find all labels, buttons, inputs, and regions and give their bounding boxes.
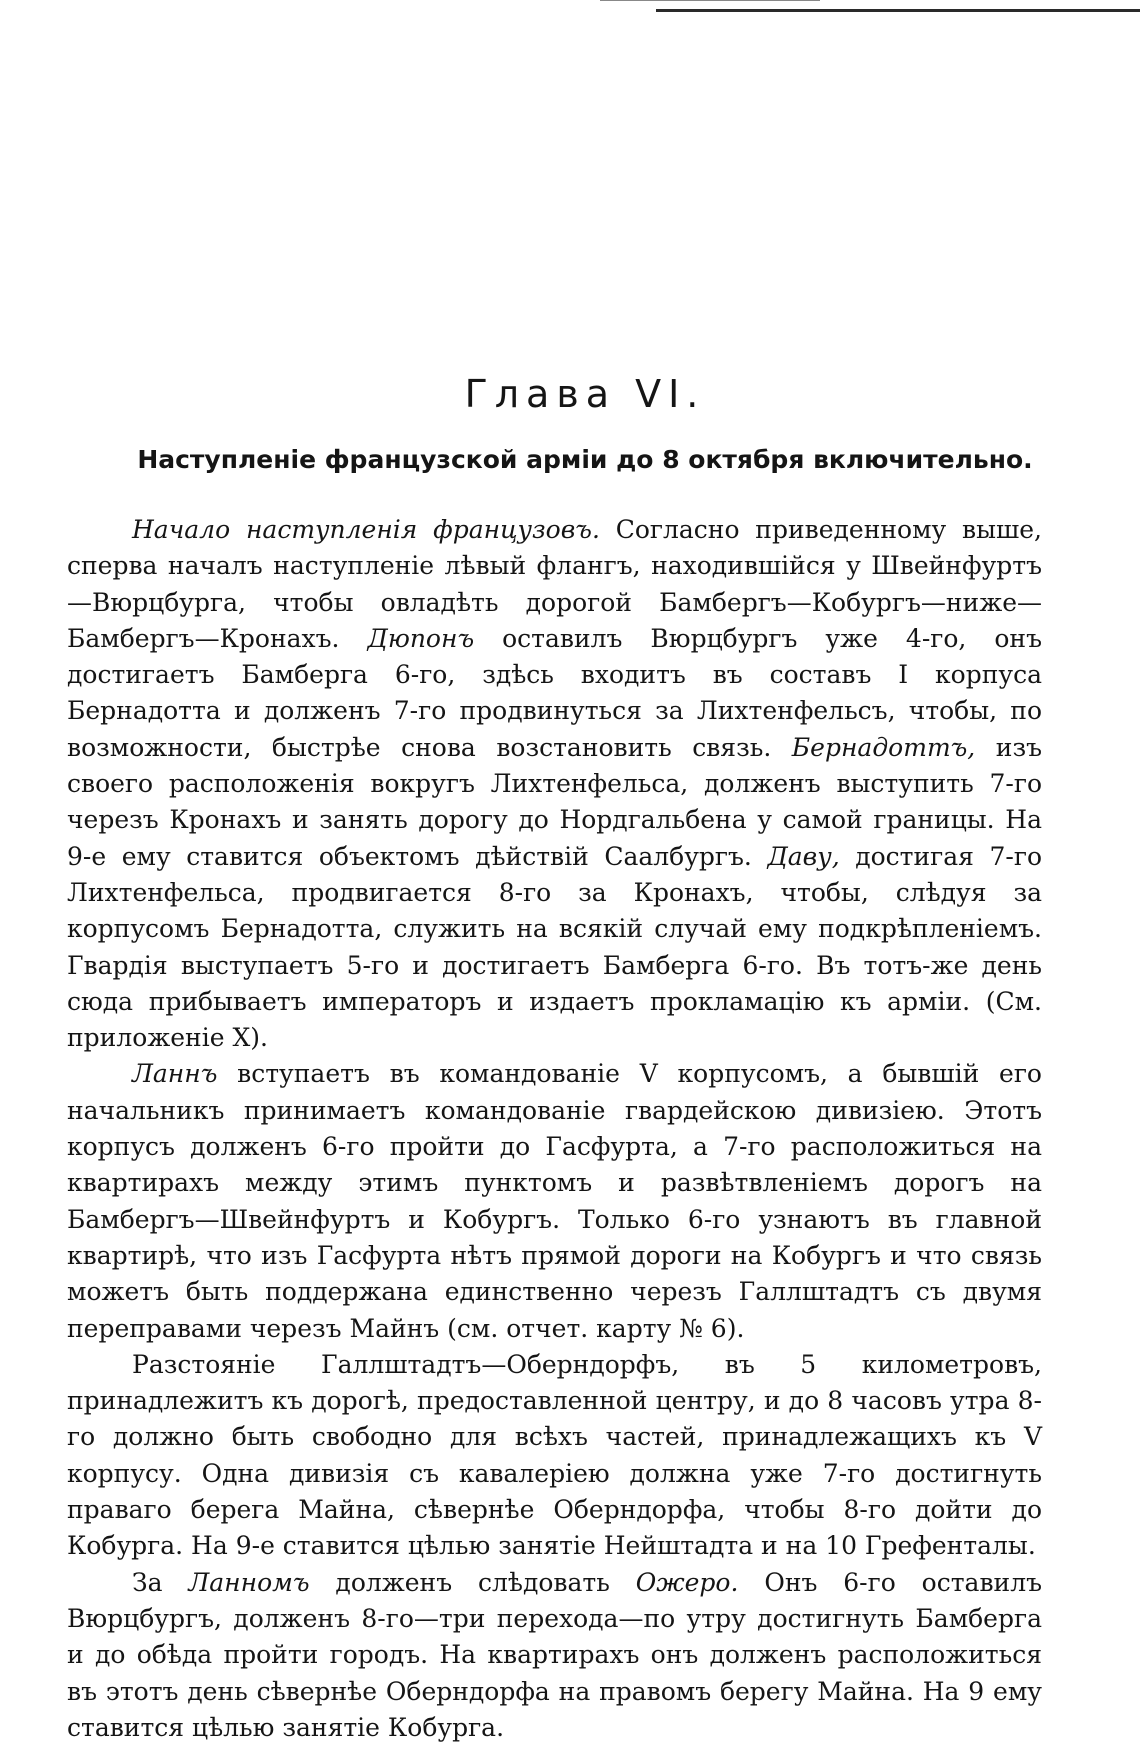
paragraph-1-segment: Бернадоттъ, <box>791 732 976 762</box>
paragraph-4-segment: За <box>132 1567 189 1597</box>
chapter-subtitle: Наступленіе французской арміи до 8 октября включительно. <box>137 445 1033 474</box>
paragraph-1-segment: Дюпонъ <box>367 623 475 653</box>
paragraph-3 <box>67 1347 1042 1565</box>
paragraph-1-segment: Даву, <box>767 841 840 871</box>
paragraph-1-segment: Согласно приведенному выше, сперва началъ наступленіе лѣвый флангъ, находившійся у Швейнфуртъ—Вюрцбурга, чтобы овладѣть дорогой Бамбергъ—Кобургъ—ниже—Бамбергъ—Кронахъ. <box>67 515 1042 653</box>
paragraph-2-segment: вступаетъ въ командованіе V корпусомъ, а бывшій его начальникъ принимаетъ командованіе гвардейскою дивизіею. Этотъ корпусъ долженъ 6-го пройти до Гасфурта, а 7-го расположиться на квартирахъ между этимъ пунктомъ и развѣтвленіемъ дорогъ на Бамбергъ—Швейнфуртъ и Кобургъ. Только 6-го узнаютъ въ главной квартирѣ, что изъ Гасфурта нѣтъ прямой дороги на Кобургъ и что связь можетъ быть поддержана единственно черезъ Галлштадтъ съ двумя переправами черезъ Майнъ (см. отчет. карту № 6). <box>67 1059 1042 1343</box>
paragraph-1 <box>67 512 1042 1056</box>
paragraph-4-segment: Онъ 6-го оставилъ Вюрцбургъ, долженъ 8-го—три перехода—по утру достигнуть Бамберга и до обѣда пройти городъ. На квартирахъ онъ долженъ расположиться въ этотъ день сѣвернѣе Оберндорфа на правомъ берегу Майна. На 9 ему ставится цѣлью занятіе Кобурга. <box>67 1567 1042 1742</box>
paragraph-2 <box>67 1056 1042 1346</box>
paragraph-1-segment: достигая 7-го Лихтенфельса, продвигается 8-го за Кронахъ, чтобы, слѣдуя за корпусомъ Бернадотта, служить на всякій случай ему подкрѣпленіемъ. Гвардія выступаетъ 5-го и достигаетъ Бамберга 6-го. Въ тотъ-же день сюда прибываетъ императоръ и издаетъ прокламацію къ арміи. (См. приложеніе X). <box>67 841 1043 1053</box>
paragraph-4-segment: Ожеро. <box>635 1567 739 1597</box>
body-text <box>67 512 1042 1746</box>
paragraph-3-segment: Разстояніе Галлштадтъ—Оберндорфъ, въ 5 километровъ, принадлежитъ къ дорогѣ, предоставленной центру, и до 8 часовъ утра 8-го должно быть свободно для всѣхъ частей, принадлежащихъ къ V корпусу. Одна дивизія съ кавалеріею должна уже 7-го достигнуть праваго берега Майна, сѣвернѣе Оберндорфа, чтобы 8-го дойти до Кобурга. На 9-е ставится цѣлью занятіе Нейштадта и на 10 Грефенталы. <box>67 1349 1042 1561</box>
paragraph-1-segment: оставилъ Вюрцбургъ уже 4-го, онъ достигаетъ Бамберга 6-го, здѣсь входитъ въ составъ I корпуса Бернадотта и долженъ 7-го продвинуться за Лихтенфельсъ, чтобы, по возможности, быстрѣе снова возстановить связь. <box>67 623 1042 762</box>
paragraph-2-segment: Ланнъ <box>132 1059 218 1089</box>
top-edge-line <box>600 0 820 1</box>
chapter-title: Глава VI. <box>464 372 706 416</box>
paragraph-1-segment: изъ своего расположенія вокругъ Лихтенфельса, долженъ выступить 7-го черезъ Кронахъ и занять дорогу до Нордгальбена у самой границы. На 9-е ему ставится объектомъ дѣйствій Саалбургъ. <box>67 732 1042 871</box>
paragraph-4 <box>67 1565 1042 1746</box>
paragraph-4-segment: Ланномъ <box>188 1567 310 1597</box>
top-rule <box>656 9 1140 12</box>
paragraph-4-segment: долженъ слѣдовать <box>309 1567 636 1597</box>
paragraph-1-segment: Начало наступленія французовъ. <box>132 515 600 544</box>
